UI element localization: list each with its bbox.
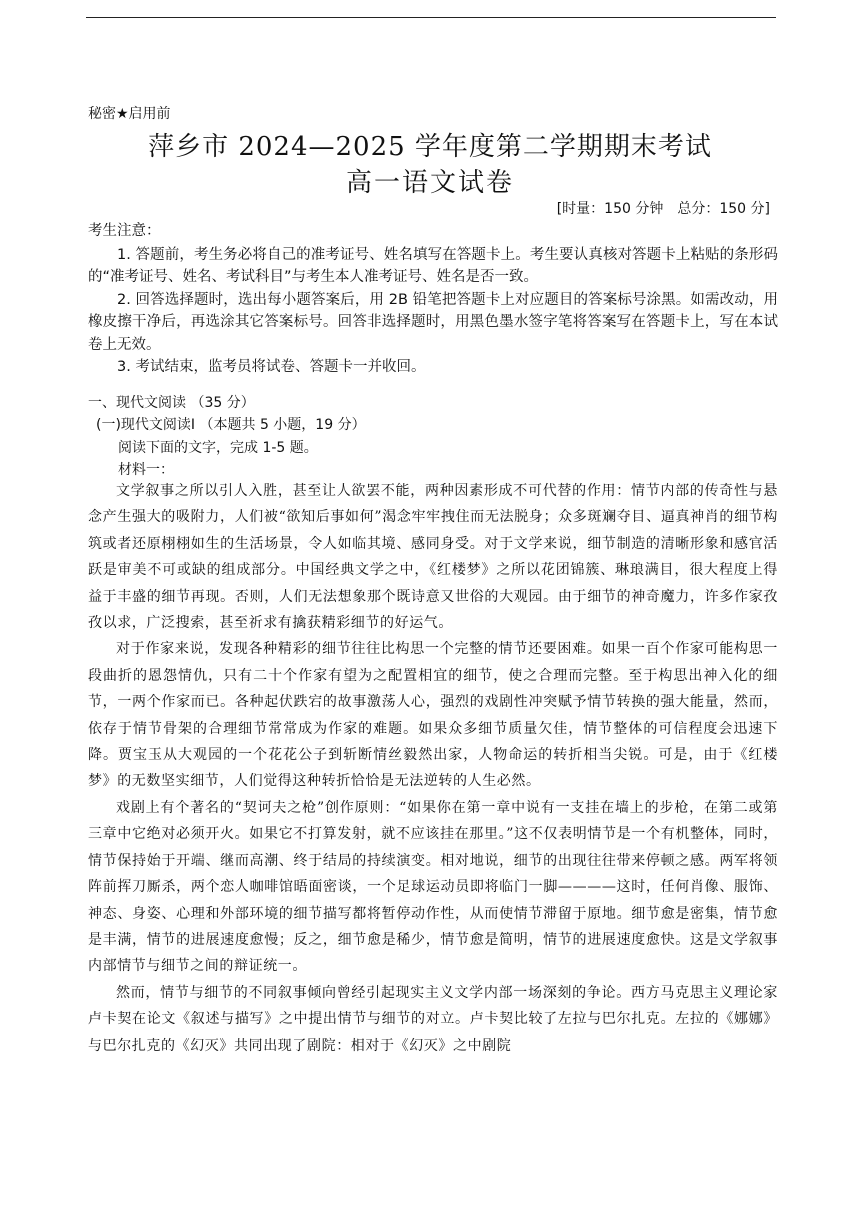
passage-paragraph: 戏剧上有个著名的“契诃夫之枪”创作原则：“如果你在第一章中说有一支挂在墙上的步枪，在第二或第三章中它绝对必须开火。如果它不打算发射，就不应该挂在那里。”这不仅表明情节是一个有机整体，同时，情节保持始于开端、继而高潮、终于结局的持续演变。相对地说，细节的出现往往带来停顿之感。两军将领阵前挥刀厮杀，两个恋人咖啡馆晤面密谈，一个足球运动员即将临门一脚————这时，任何肖像、服饰、神态、身姿、心理和外部环境的细节描写都将暂停动作性，从而使情节滞留于原地。细节愈是密集，情节愈是丰满，情节的进展速度愈慢；反之，细节愈是稀少，情节愈是简明，情节的进展速度愈快。这是文学叙事内部情节与细节之间的辩证统一。 bbox=[88, 799, 778, 975]
notice-item: 1. 答题前，考生务必将自己的准考证号、姓名填写在答题卡上。考生要认真核对答题卡上粘贴的条形码的“准考证号、姓名、考试科目”与考生本人准考证号、姓名是否一致。 bbox=[88, 246, 778, 285]
notice-item: 2. 回答选择题时，选出每小题答案后，用 2B 铅笔把答题卡上对应题目的答案标号涂黑。如需改动，用橡皮擦干净后，再选涂其它答案标号。回答非选择题时，用黑色墨水签字笔将答案写在答题卡上，写在本试卷上无效。 bbox=[88, 291, 778, 353]
exam-subtitle: 高一语文试卷 bbox=[345, 168, 514, 198]
reading-instruction: 阅读下面的文字，完成 1-5 题。 bbox=[118, 440, 318, 456]
material-label: 材料一： bbox=[118, 462, 174, 478]
notice-item: 3. 考试结束，监考员将试卷、答题卡一并收回。 bbox=[117, 359, 426, 375]
passage-paragraph: 然而，情节与细节的不同叙事倾向曾经引起现实主义文学内部一场深刻的争论。西方马克思主义理论家卢卡契在论文《叙述与描写》之中提出情节与细节的对立。卢卡契比较了左拉与巴尔扎克。左拉的《娜娜》与巴尔扎克的《幻灭》共同出现了剧院：相对于《幻灭》之中剧院 bbox=[88, 984, 778, 1054]
passage-paragraph: 文学叙事之所以引人入胜，甚至让人欲罢不能，两种因素形成不可代替的作用：情节内部的传奇性与悬念产生强大的吸附力，人们被“欲知后事如何”渴念牢牢拽住而无法脱身；众多斑斓夺目、逼真神肖的细节构筑或者还原栩栩如生的生活场景，令人如临其境、感同身受。对于文学来说，细节制造的清晰形象和感官活跃是审美不可或缺的组成部分。中国经典文学之中，《红楼梦》之所以花团锦簇、琳琅满目，很大程度上得益于丰盛的细节再现。否则，人们无法想象那个既诗意又世俗的大观园。由于细节的神奇魔力，许多作家孜孜以求，广泛搜索，甚至祈求有擒获精彩细节的好运气。 bbox=[88, 483, 778, 632]
candidate-notice bbox=[88, 220, 778, 379]
reading-passage bbox=[88, 478, 778, 1059]
section-title: 一、现代文阅读 （35 分） bbox=[88, 395, 255, 411]
passage-paragraph: 对于作家来说，发现各种精彩的细节往往比构思一个完整的情节还要困难。如果一百个作家可能构思一段曲折的恩怨情仇，只有二十个作家有望为之配置相宜的细节，使之合理而完整。至于构思出神入化的细节，一两个作家而已。各种起伏跌宕的故事激荡人心，强烈的戏剧性冲突赋予情节转换的强大能量，然而，依存于情节骨架的合理细节常常成为作家的难题。如果众多细节质量欠佳，情节整体的可信程度会迅速下降。贾宝玉从大观园的一个花花公子到斩断情丝毅然出家，人物命运的转折相当尖锐。可是，由于《红楼梦》的无数坚实细节，人们觉得这种转折恰恰是无法逆转的人生必然。 bbox=[88, 641, 778, 790]
header-rule bbox=[86, 17, 776, 18]
exam-title: 萍乡市 2024—2025 学年度第二学期期末考试 bbox=[148, 132, 712, 162]
section-subtitle: (一)现代文阅读Ⅰ （本题共 5 小题，19 分） bbox=[96, 417, 366, 433]
confidential-label: 秘密★启用前 bbox=[88, 106, 171, 122]
time-score-info: [时量：150 分钟 总分：150 分] bbox=[556, 201, 770, 217]
notice-heading: 考生注意： bbox=[88, 223, 161, 239]
